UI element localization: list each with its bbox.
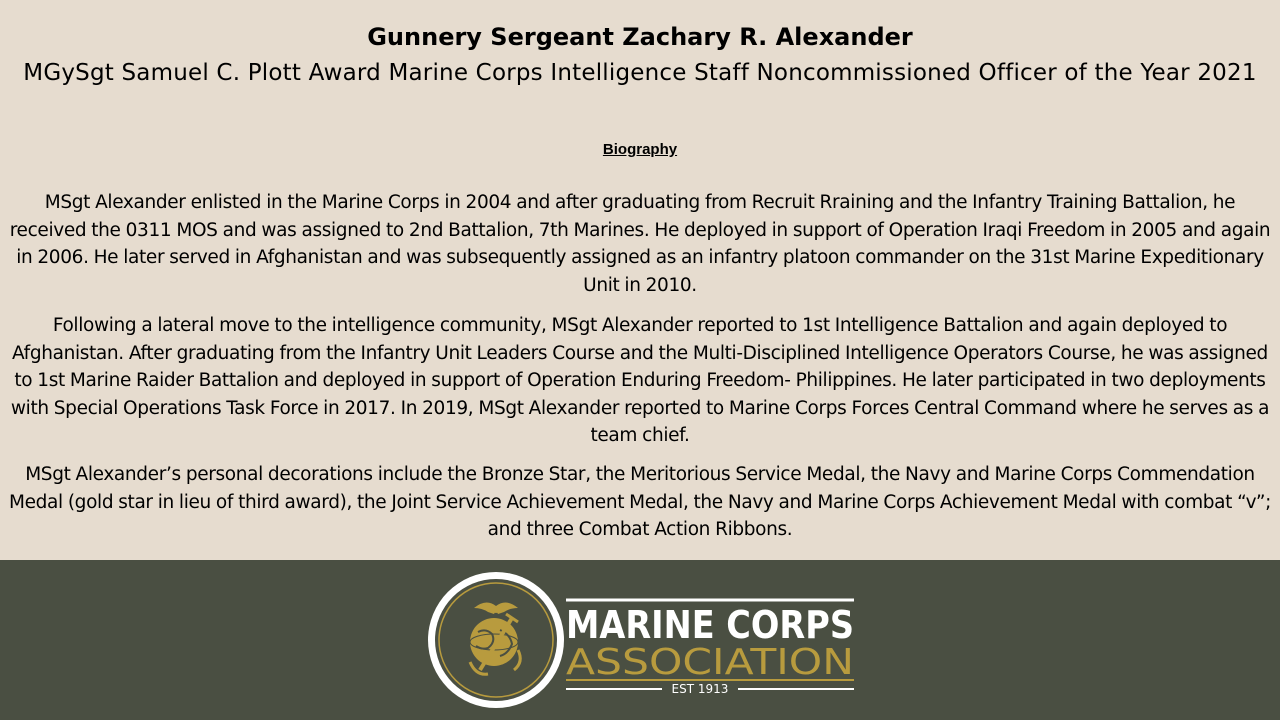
biography-paragraph-1: MSgt Alexander enlisted in the Marine Corps in 2004 and after graduating from Recruit Rraining and the Infantry Training Battalion, he received the 0311 MOS and was assigned to 2nd Battalion, 7th Marines. He deployed in support of Operation Iraqi Freedom in 2005 and again in 2006. He later served in Afghanistan and was subsequently assigned as an infantry platoon commander on the 31st Marine Expeditionary Unit in 2010.	[9, 192, 1271, 296]
logo-line-1: MARINE CORPS	[566, 603, 854, 647]
eagle-globe-anchor-icon	[428, 572, 564, 708]
logo-established: EST 1913	[671, 682, 729, 696]
honoree-name: Gunnery Sergeant Zachary R. Alexander	[367, 23, 913, 51]
logo-line-2: ASSOCIATION	[566, 642, 854, 683]
biography-paragraph-2: Following a lateral move to the intelligence community, MSgt Alexander reported to 1st Intelligence Battalion and again deployed to Afghanistan. After graduating from the Infantry Unit Leaders Course and the Multi-Disciplined Intelligence Operators Course, he was assigned to 1st Marine Raider Battalion and deployed in support of Operation Enduring Freedom- Philippines. He later participated in two deployments with Special Operations Task Force in 2017. In 2019, MSgt Alexander reported to Marine Corps Forces Central Command where he serves as a team chief.	[10, 315, 1270, 446]
biography-heading: Biography	[602, 141, 678, 158]
marine-corps-association-logo	[426, 570, 866, 710]
biography-paragraph-3: MSgt Alexander’s personal decorations include the Bronze Star, the Meritorious Service Medal, the Navy and Marine Corps Commendation Medal (gold star in lieu of third award), the Joint Service Achievement Medal, the Navy and Marine Corps Achievement Medal with combat “v”; and three Combat Action Ribbons.	[8, 464, 1272, 540]
award-title: MGySgt Samuel C. Plott Award Marine Corps Intelligence Staff Noncommissioned Officer of the Year 2021	[23, 60, 1257, 86]
